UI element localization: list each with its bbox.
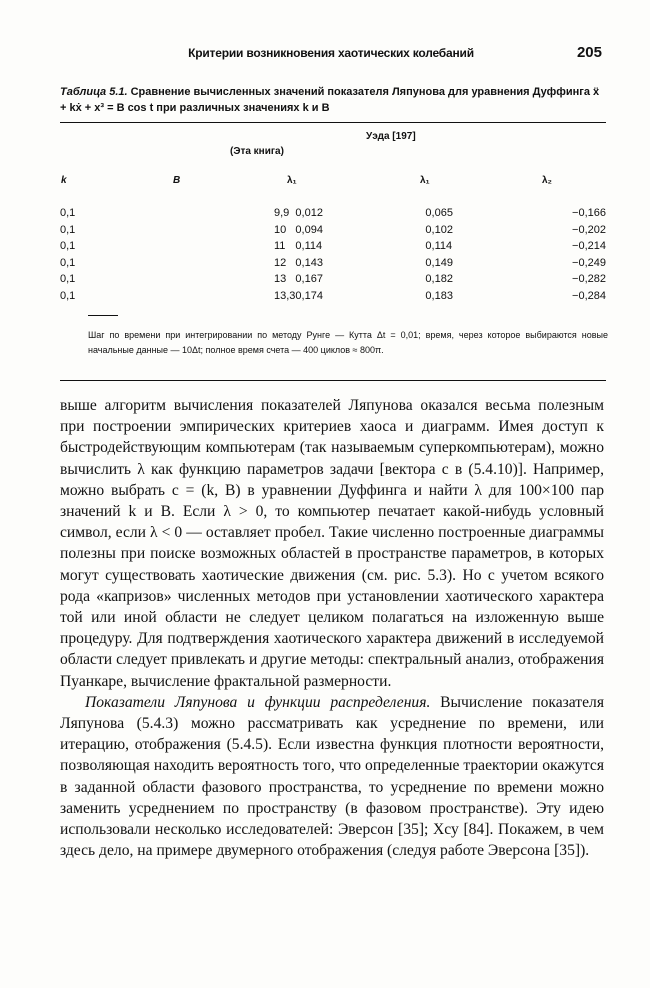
body-text <box>60 395 604 861</box>
cell-b: 10 <box>274 223 287 236</box>
cell-lambda1-book: 0,114 <box>295 240 323 252</box>
cell-b: 12 <box>274 256 287 269</box>
running-title: Критерии возникновения хаотических колебаний <box>188 46 474 60</box>
cell-lambda2: −0,166 <box>572 207 606 219</box>
cell-lambda1-book: 0,143 <box>295 256 323 269</box>
cell-k: 0,1 <box>60 207 76 219</box>
table-row <box>60 238 606 255</box>
table-bottom-rule <box>60 380 606 381</box>
cell-lambda1-book: 0,167 <box>295 273 323 285</box>
cell-k: 0,1 <box>60 256 76 269</box>
table-caption-text: Сравнение вычисленных значений показателя Ляпунова для уравнения Дуффинга ẍ + kẋ + x³ = B cos t при различных значениях k и B <box>60 86 600 114</box>
data-table <box>60 205 606 304</box>
cell-k: 0,1 <box>60 289 76 302</box>
cell-b: 9,9 <box>274 207 290 219</box>
paragraph-1: выше алгоритм вычисления показателей Ляпунова оказался весьма полезным при построении эмпирических критериев хаоса и диаграмм. Имея доступ к быстродействующим компьютерам (так называемым суперкомпьютерам), можно вычислить λ как функцию параметров задачи [вектора c в (5.4.10)]. Например, можно выбрать c = (k, B) в уравнении Дуффинга и найти λ для 100×100 пар значений k и B. Если λ > 0, то компьютер печатает какой-нибудь условный символ, если λ < 0 — оставляет пробел. Такие численно построенные диаграммы полезны при поиске возможных областей в пространстве параметров, в которых могут существовать хаотические движения (см. рис. 5.3). Но с учетом всякого рода «капризов» численных методов при установлении хаотического характера той или иной области не следует целиком полагаться на изложенную выше процедуру. Для подтверждения хаотического характера движений в исследуемой области следует привлекать и другие методы: спектральный анализ, отображения Пуанкаре, вычисление фрактальной размерности. <box>60 397 604 690</box>
cell-k: 0,1 <box>60 240 76 252</box>
cell-k: 0,1 <box>60 223 76 236</box>
cell-lambda1-book: 0,012 <box>295 207 323 219</box>
paragraph-2 <box>60 692 604 862</box>
cell-lambda1-ueda: 0,149 <box>425 256 453 269</box>
column-header-lambda1-book: λ₁ <box>287 175 297 186</box>
cell-lambda1-ueda: 0,065 <box>425 207 453 219</box>
cell-b: 13 <box>274 273 287 285</box>
cell-lambda2: −0,214 <box>572 240 606 252</box>
group-header-left: (Эта книга) <box>230 146 284 157</box>
cell-lambda2: −0,249 <box>572 256 606 269</box>
column-header-b: B <box>173 175 181 186</box>
running-head <box>60 46 602 68</box>
table-note: Шаг по времени при интегрировании по методу Рунге — Кутта Δt = 0,01; время, через которое выбираются новые начальные данные — 10Δt; полное время счета — 400 циклов ≈ 800π. <box>88 330 608 355</box>
table-note-rule <box>88 315 118 316</box>
cell-lambda1-book: 0,174 <box>295 289 323 302</box>
table-caption <box>60 84 604 116</box>
column-header-lambda1-ueda: λ₁ <box>420 175 430 186</box>
column-header-lambda2: λ₂ <box>542 175 553 186</box>
table-row <box>60 288 606 305</box>
cell-lambda1-ueda: 0,183 <box>425 289 453 302</box>
cell-b: 13,3 <box>274 289 296 302</box>
cell-lambda2: −0,202 <box>572 223 606 236</box>
cell-lambda1-ueda: 0,182 <box>425 273 453 285</box>
cell-lambda2: −0,284 <box>572 289 606 302</box>
table-row <box>60 205 606 222</box>
cell-lambda1-book: 0,094 <box>295 223 323 236</box>
paragraph-2-heading: Показатели Ляпунова и функции распределения. <box>85 693 431 711</box>
cell-lambda2: −0,282 <box>572 273 606 285</box>
cell-lambda1-ueda: 0,114 <box>425 240 453 252</box>
column-header-k: k <box>61 175 67 186</box>
paragraph-2-text: Вычисление показателя Ляпунова (5.4.3) можно рассматривать как усреднение по времени, или итерацию, отображения (5.4.5). Если известна функция плотности вероятности, позволяющая находить вероятность того, что определенные траектории окажутся в заданной области фазового пространства, то усреднение по времени можно заменить усреднением по пространству (в фазовом пространстве). Эту идею использовали несколько исследователей: Эверсон [35]; Хсу [84]. Покажем, в чем здесь дело, на примере двумерного отображения (следуя работе Эверсона [35]). <box>60 693 604 860</box>
table-caption-label: Таблица 5.1. <box>60 86 128 98</box>
table-row <box>60 255 606 272</box>
table-row <box>60 271 606 288</box>
cell-lambda1-ueda: 0,102 <box>425 223 453 236</box>
cell-b: 11 <box>274 240 286 252</box>
table-top-rule <box>60 122 606 123</box>
cell-k: 0,1 <box>60 273 76 285</box>
group-header-right: Уэда [197] <box>366 131 416 142</box>
table-row <box>60 222 606 239</box>
page-number: 205 <box>576 44 602 61</box>
